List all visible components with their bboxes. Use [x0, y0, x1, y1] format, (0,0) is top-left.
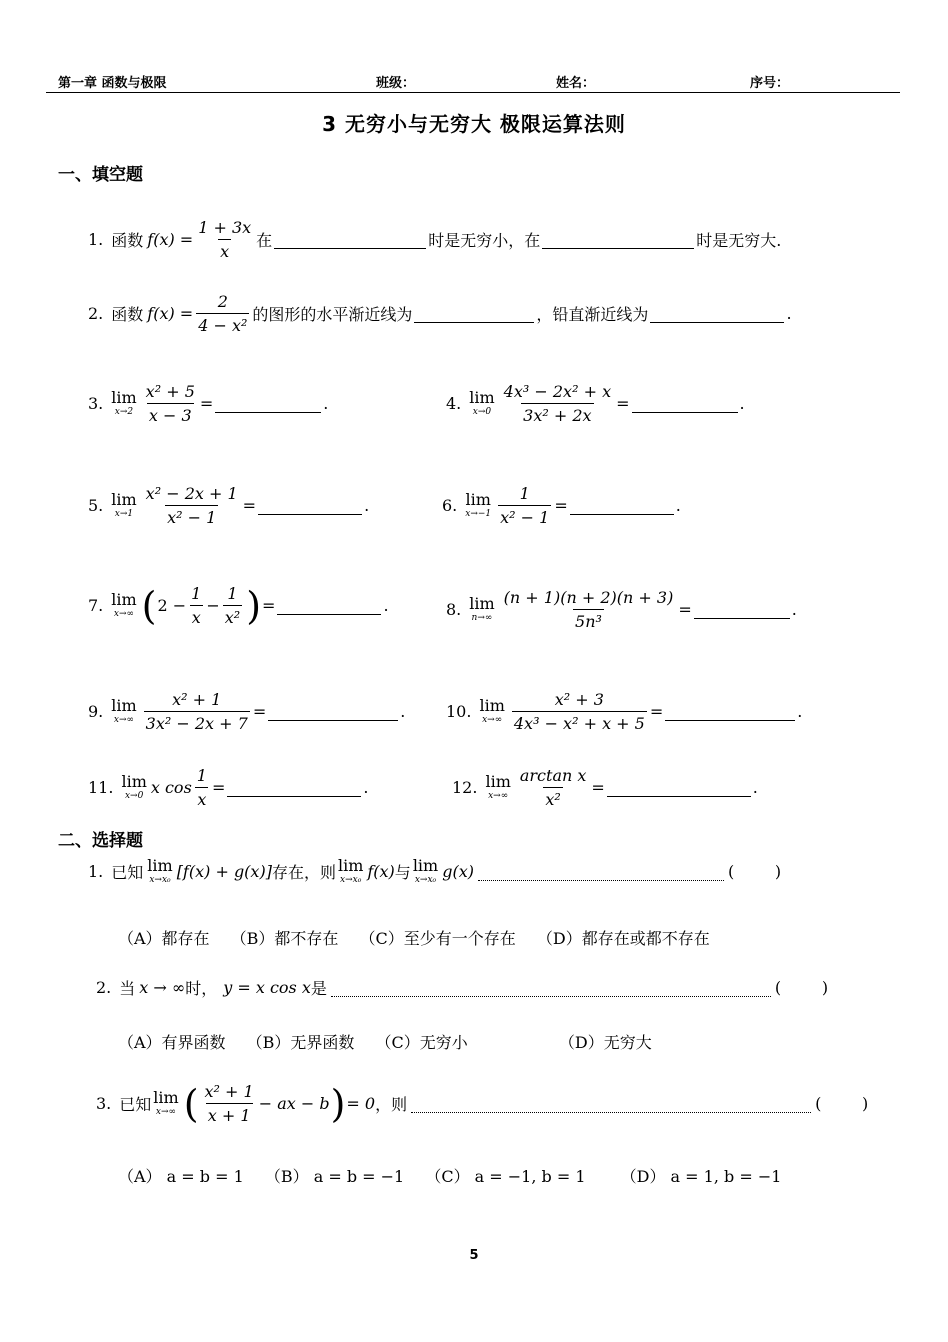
option-b[interactable]: （B） a = b = −1: [264, 1167, 405, 1186]
question-2-2: 2. 当 x → ∞ 时， y = x cos x 是 ( ): [96, 978, 829, 998]
answer-blank[interactable]: [694, 600, 790, 619]
page-title: 3 无穷小与无穷大 极限运算法则: [322, 112, 626, 136]
option-d[interactable]: （D）无穷大: [558, 1033, 652, 1052]
question-1-4: 4. lim x→0 $\frac{\text{4x³ − 2x² + x}}{\text{3x² + 2x}}$ = .: [446, 382, 745, 425]
answer-blank[interactable]: [268, 702, 398, 721]
answer-blank[interactable]: [227, 778, 361, 797]
question-1-5: 5. lim x→1 $\frac{\text{x² − 2x + 1}}{\text{x² − 1}}$ = .: [88, 484, 370, 527]
answer-paren[interactable]: ( ): [727, 862, 782, 881]
answer-paren[interactable]: ( ): [815, 1094, 869, 1113]
answer-blank[interactable]: [607, 778, 751, 797]
answer-blank[interactable]: [274, 230, 426, 249]
answer-blank[interactable]: [650, 304, 784, 323]
option-a[interactable]: （A） a = b = 1: [118, 1167, 244, 1186]
header-rule: [46, 92, 900, 93]
section-heading-fill: 一、填空题: [58, 165, 143, 185]
question-1-6: 6. lim x→−1 $\frac{1}{\text{x² − 1}}$ = .: [442, 484, 681, 527]
question-1-12: 12. lim x→∞ $\frac{\text{arctan x}}{\text{x²}}$ = .: [452, 766, 758, 809]
dotted-leader: [411, 1094, 811, 1113]
question-1-11: 11. lim x→0 x cos $\frac{1}{x}$ = .: [88, 766, 369, 809]
question-2-3-options: [118, 1164, 797, 1187]
answer-blank[interactable]: [665, 702, 795, 721]
answer-blank[interactable]: [215, 394, 321, 413]
question-1-1: 1. 函数 f(x) = $\frac{1 + 3x}{x}$ 在 时是无穷小，在 时是无穷大.: [88, 218, 782, 261]
option-d[interactable]: （D） a = 1, b = −1: [620, 1167, 782, 1186]
seq-label: 序号：: [750, 76, 790, 91]
option-c[interactable]: （C） a = −1, b = 1: [425, 1167, 586, 1186]
question-2-3: 3. 已知 lim x→∞ ( $\frac{\text{x² + 1}}{x + 1}$ − ax − b ) = 0 ，则 ( ): [96, 1081, 869, 1126]
question-2-1: 1. 已知 lim x→x₀ [f(x) + g(x)] 存在，则 lim x→x₀ f(x) 与 lim x→x₀ g(x) ( ): [88, 856, 782, 885]
question-1-3: 3. lim x→2 $\frac{\text{x² + 5}}{x - 3}$ = .: [88, 382, 329, 425]
answer-paren[interactable]: ( ): [774, 978, 829, 997]
option-a[interactable]: （A）有界函数: [118, 1033, 226, 1052]
option-d[interactable]: （D）都存在或都不存在: [536, 929, 710, 948]
answer-blank[interactable]: [277, 596, 381, 615]
question-1-2: 2. 函数 f(x) = $\frac{2}{\text{4 − x²}}$ 的图形的水平渐近线为 ，铅直渐近线为 .: [88, 292, 792, 335]
page-number: 5: [469, 1248, 479, 1263]
dotted-leader: [478, 862, 724, 881]
question-1-8: 8. lim n→∞ $\frac{(n + 1)(n + 2)(n + 3)}{\text{5n³}}$ = .: [446, 588, 797, 631]
question-1-10: 10. lim x→∞ $\frac{\text{x² + 3}}{\text{4x³ − x² + x + 5}}$ = .: [446, 690, 803, 733]
answer-blank[interactable]: [542, 230, 694, 249]
chapter-label: 第一章 函数与极限: [58, 76, 167, 91]
section-heading-choice: 二、选择题: [58, 831, 143, 851]
option-c[interactable]: （C）无穷小: [375, 1033, 468, 1052]
question-2-2-options: [118, 1030, 668, 1053]
answer-blank[interactable]: [632, 394, 738, 413]
question-2-1-options: [118, 926, 726, 949]
answer-blank[interactable]: [570, 496, 674, 515]
dotted-leader: [331, 978, 771, 997]
option-b[interactable]: （B）都不存在: [230, 929, 339, 948]
answer-blank[interactable]: [414, 304, 534, 323]
option-b[interactable]: （B）无界函数: [246, 1033, 355, 1052]
class-label: 班级：: [376, 76, 416, 91]
question-1-9: 9. lim x→∞ $\frac{\text{x² + 1}}{\text{3x² − 2x + 7}}$ = .: [88, 690, 406, 733]
option-c[interactable]: （C）至少有一个存在: [359, 929, 516, 948]
option-a[interactable]: （A）都存在: [118, 929, 210, 948]
name-label: 姓名：: [556, 76, 596, 91]
answer-blank[interactable]: [258, 496, 362, 515]
question-1-7: 7. lim x→∞ ( 2 − $\frac{1}{x}$ − $\frac{1}{\text{x²}}$ ) = .: [88, 583, 389, 628]
